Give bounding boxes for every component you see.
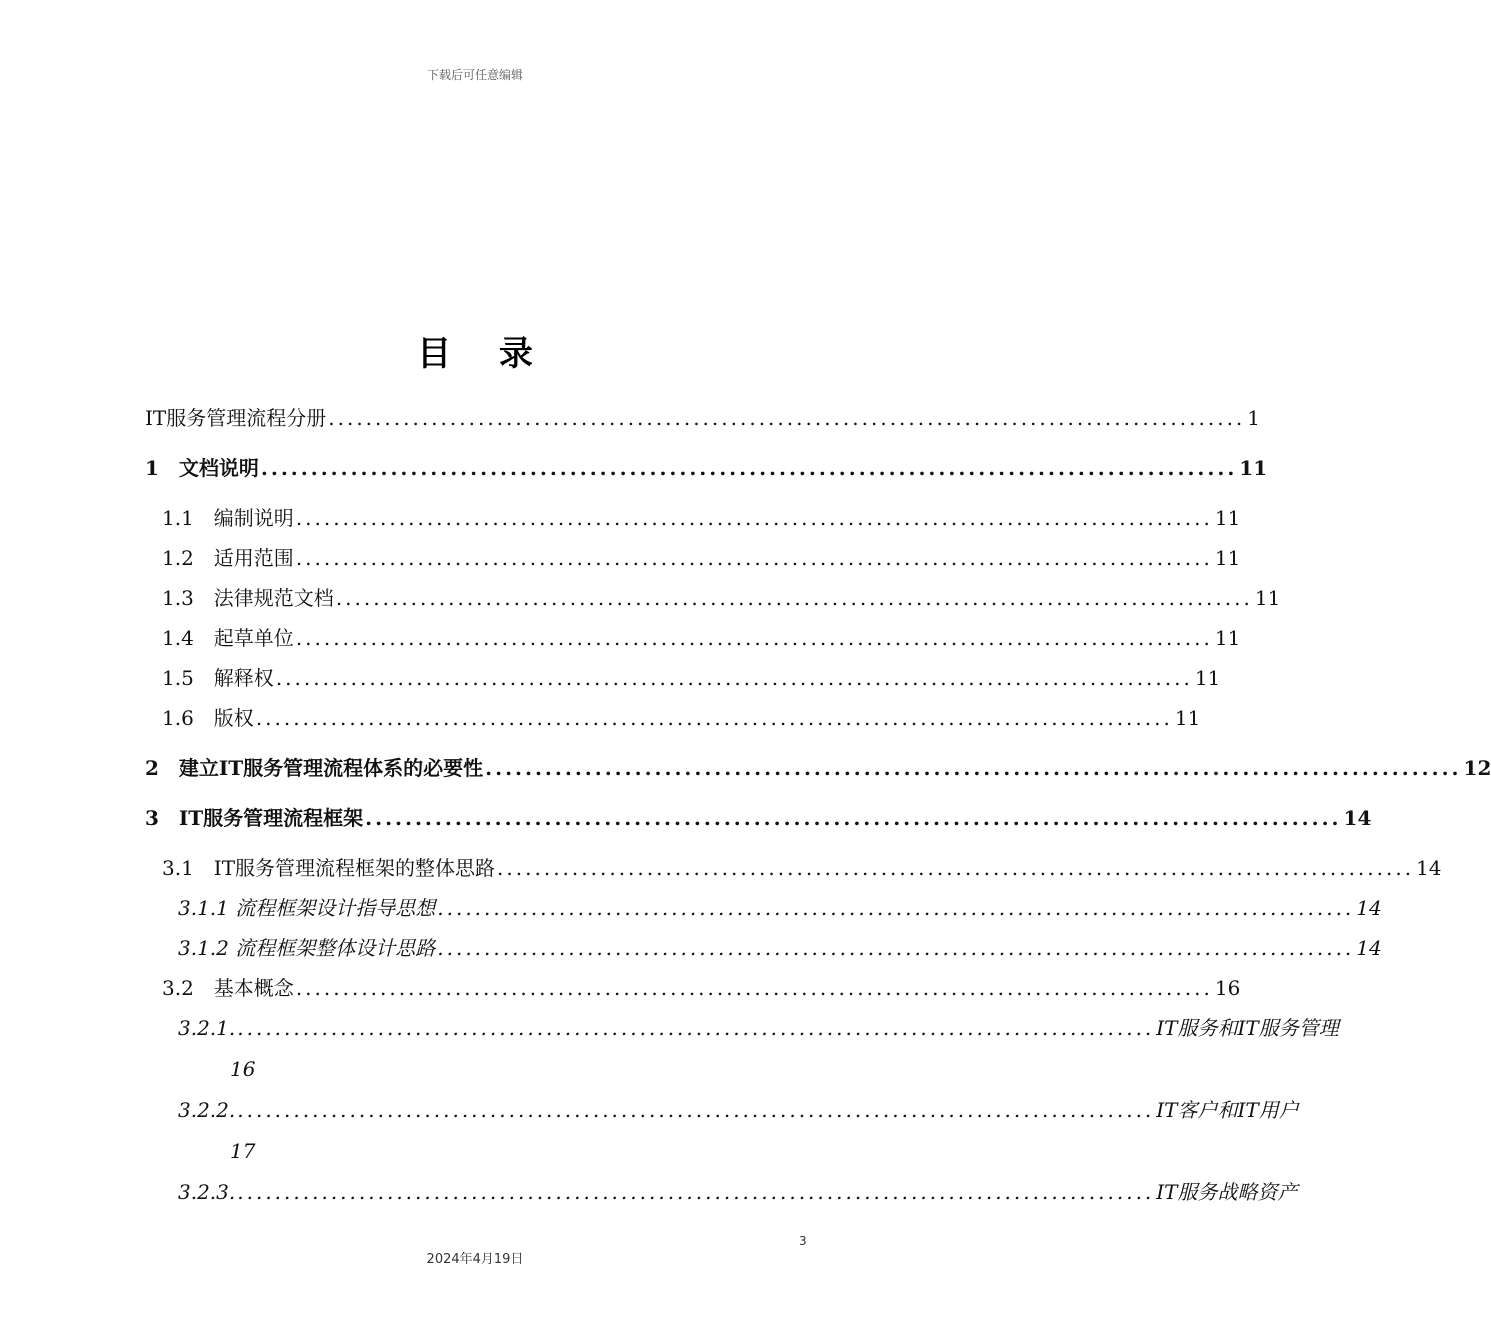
toc-entry[interactable] [178, 928, 1382, 968]
toc-entry-page: 16 [1214, 976, 1241, 1000]
toc-entry-label: IT服务管理流程分册 [145, 406, 327, 430]
toc-entry[interactable] [162, 968, 1241, 1008]
toc-leader-dots: .................................................................................................. [237, 1180, 1155, 1204]
toc-leader-dots: .................................................................................................. [295, 546, 1213, 570]
toc-entry-page: 16 [230, 1057, 256, 1081]
toc-entry-label: 3.2.3. [178, 1180, 236, 1204]
toc-leader-dots: .................................................................................................. [335, 586, 1253, 610]
toc-entry[interactable] [178, 1090, 1299, 1130]
toc-entry-page: 11 [1214, 546, 1241, 570]
toc-entry-label: 3.1.2 流程框架整体设计思路 [178, 936, 436, 960]
toc-leader-dots: .................................................................................................. [437, 896, 1355, 920]
toc-entry[interactable] [162, 498, 1241, 538]
toc-entry-page: 14 [1356, 936, 1382, 960]
toc-entry-label: 1.3 法律规范文档 [162, 586, 334, 610]
toc-leader-dots: .................................................................................................. [295, 976, 1213, 1000]
toc-entry-label: 3.2.2. [178, 1098, 236, 1122]
toc-entry-page: 11 [1214, 626, 1241, 650]
toc-leader-dots: .................................................................................................. [275, 666, 1193, 690]
toc-entry-label: 3.1.1 流程框架设计指导思想 [178, 896, 436, 920]
toc-entry[interactable] [145, 798, 1372, 838]
toc-entry[interactable] [145, 398, 1261, 438]
toc-leader-dots: .................................................................................................. [260, 456, 1238, 480]
toc-entry-title: IT客户和IT用户 [1156, 1098, 1299, 1122]
toc-entry-page: 17 [230, 1139, 256, 1163]
toc-entry-page: 14 [1356, 896, 1382, 920]
toc-entry-page: 11 [1174, 706, 1201, 730]
toc-leader-dots: .................................................................................................. [237, 1098, 1155, 1122]
toc-entry-page: 11 [1239, 456, 1268, 480]
toc-entry-page: 1 [1247, 406, 1261, 430]
toc-entry-title: IT服务战略资产 [1156, 1180, 1298, 1204]
toc-entry[interactable] [145, 448, 1268, 488]
toc-entry[interactable] [178, 1172, 1298, 1212]
toc-entry-page: 14 [1343, 806, 1372, 830]
toc-entry-label: 3.2 基本概念 [162, 976, 294, 1000]
toc-leader-dots: .................................................................................................. [485, 756, 1462, 780]
toc-entry-label: 1.5 解释权 [162, 666, 274, 690]
footer-date: 2024年4月19日 [426, 1252, 524, 1267]
toc-entry[interactable] [162, 658, 1221, 698]
toc-entry[interactable] [162, 848, 1442, 888]
toc-leader-dots: .................................................................................................. [295, 506, 1213, 530]
toc-entry[interactable] [178, 1008, 1339, 1048]
header-note: 下载后可任意编辑 [426, 68, 523, 82]
toc-entry[interactable] [162, 578, 1281, 618]
toc-entry[interactable] [162, 538, 1241, 578]
toc-entry-page: 14 [1416, 856, 1442, 880]
toc-leader-dots: .................................................................................................. [328, 406, 1246, 430]
toc-entry-label: 2 建立IT服务管理流程体系的必要性 [145, 756, 484, 780]
toc-entry-label: 1.2 适用范围 [162, 546, 294, 570]
toc-entry[interactable] [162, 618, 1241, 658]
toc-entry-label: 3 IT服务管理流程框架 [145, 806, 364, 830]
toc-leader-dots: .................................................................................................. [295, 626, 1213, 650]
page-number: 3 [799, 1234, 807, 1248]
toc-leader-dots: .................................................................................................. [237, 1016, 1155, 1040]
toc-entry-page: 11 [1194, 666, 1221, 690]
toc-entry-title: IT服务和IT服务管理 [1156, 1016, 1339, 1040]
toc-entry-page: 11 [1254, 586, 1281, 610]
toc-entry-label: 1.4 起草单位 [162, 626, 294, 650]
toc-entry-label: 1.6 版权 [162, 706, 254, 730]
toc-leader-dots: .................................................................................................. [497, 856, 1415, 880]
toc-title: 目 录 [417, 334, 551, 374]
toc-entry-page: 12 [1463, 756, 1491, 780]
toc-leader-dots: .................................................................................................. [255, 706, 1173, 730]
toc-entry-page: 11 [1214, 506, 1241, 530]
toc-leader-dots: .................................................................................................. [437, 936, 1355, 960]
toc-entry[interactable] [145, 748, 1491, 788]
toc-entry[interactable] [178, 888, 1382, 928]
toc-entry-label: 3.2.1. [178, 1016, 236, 1040]
toc-entry-label: 3.1 IT服务管理流程框架的整体思路 [162, 856, 496, 880]
toc-entry-label: 1 文档说明 [145, 456, 259, 480]
toc-entry[interactable] [162, 698, 1201, 738]
toc-entry-label: 1.1 编制说明 [162, 506, 294, 530]
toc-leader-dots: .................................................................................................. [365, 806, 1342, 830]
